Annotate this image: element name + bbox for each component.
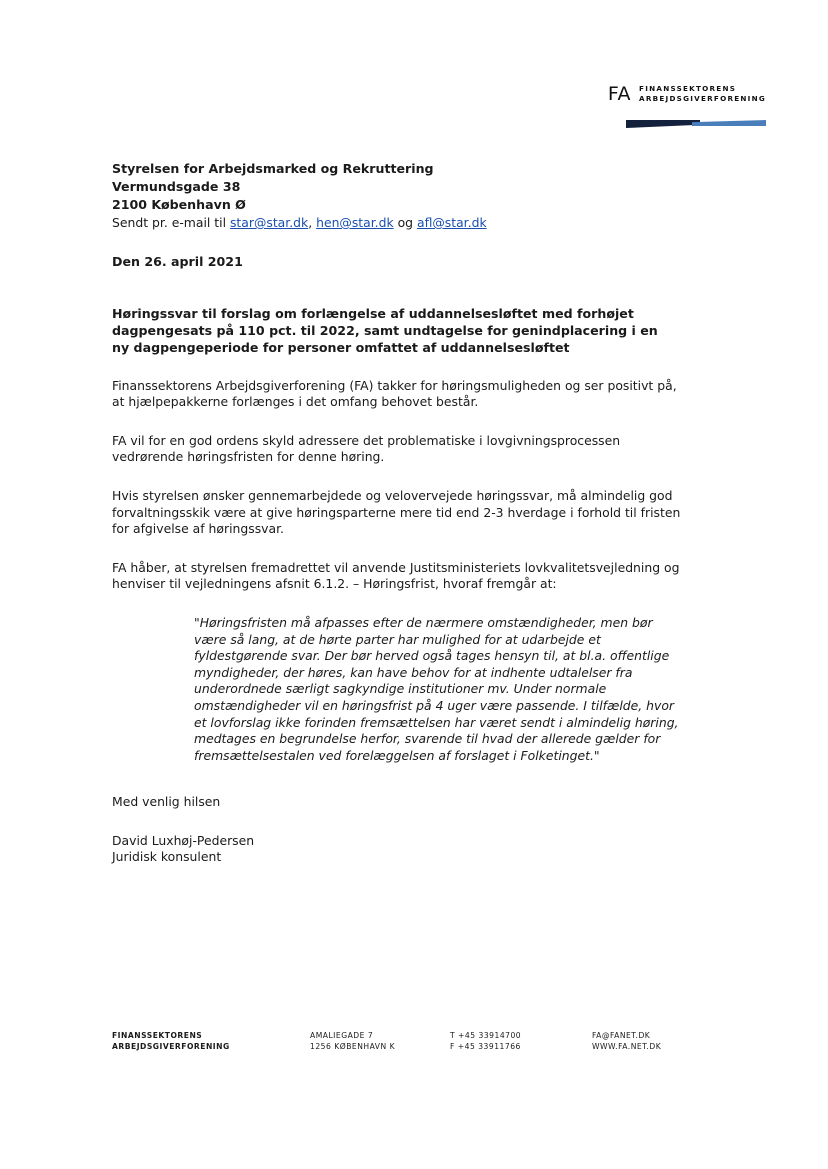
footer-phone: [450, 1030, 592, 1052]
paragraph-3: Hvis styrelsen ønsker gennemarbejdede og velovervejede høringssvar, må almindelig god forvaltningsskik være at give høringsparterne mere tid end 2-3 hverdage i forhold til fristen for afgivelse af høringssvar.: [112, 487, 681, 537]
sent-by-email-line: [112, 214, 688, 232]
company-logo: [566, 84, 766, 104]
logo-name-line1: FINANSSEKTORENS: [639, 84, 737, 93]
footer-org: [112, 1030, 310, 1052]
letter-body: [112, 160, 688, 866]
paragraph-1: Finanssektorens Arbejdsgiverforening (FA) takker for høringsmuligheden og ser positivt på, at hjælpepakkerne forlænges i det omfang behovet består.: [112, 377, 677, 410]
paragraph-4: FA håber, at styrelsen fremadrettet vil anvende Justitsministeriets lovkvalitetsvejledning og henviser til vejledningens afsnit 6.1.2. – Høringsfrist, hvoraf fremgår at:: [112, 559, 680, 592]
email-separator-2: og: [393, 215, 417, 230]
closing-salutation: Med venlig hilsen: [112, 794, 221, 810]
signature-block: [112, 833, 688, 866]
signature-name: David Luxhøj-Pedersen: [112, 832, 255, 848]
recipient-line-2: Vermundsgade 38: [112, 179, 241, 194]
email-link-hen[interactable]: hen@star.dk: [316, 215, 394, 230]
footer-address-line2: 1256 KØBENHAVN K: [310, 1042, 396, 1051]
footer-website: WWW.FA.NET.DK: [592, 1042, 662, 1051]
letter-subject: Høringssvar til forslag om forlængelse af uddannelsesløftet med forhøjet dagpengesats på 110 pct. til 2022, samt undtagelse for genindplacering i en ny dagpengeperiode for personer omfattet af uddannelsesløftet: [112, 305, 658, 355]
footer-org-line1: FINANSSEKTORENS: [112, 1031, 203, 1040]
signature-title: Juridisk konsulent: [112, 849, 222, 865]
footer-email: FA@FANET.DK: [592, 1031, 651, 1040]
paragraph-2: FA vil for en god ordens skyld adressere det problematiske i lovgivningsprocessen vedrørende høringsfristen for denne høring.: [112, 432, 621, 465]
footer-web: [592, 1030, 712, 1052]
email-link-afl[interactable]: afl@star.dk: [416, 215, 487, 230]
footer-org-line2: ARBEJDSGIVERFORENING: [112, 1042, 230, 1051]
sent-prefix-text: Sendt pr. e-mail til: [112, 215, 230, 230]
recipient-line-3: 2100 København Ø: [112, 197, 246, 212]
logo-bar-graphic: [626, 120, 766, 128]
footer-phone-line1: T +45 33914700: [450, 1031, 522, 1040]
letter-date: Den 26. april 2021: [112, 254, 243, 269]
footer-address-line1: AMALIEGADE 7: [310, 1031, 374, 1040]
footer-phone-line2: F +45 33911766: [450, 1042, 521, 1051]
logo-name-line2: ARBEJDSGIVERFORENING: [639, 94, 766, 103]
logo-mark-text: FA: [607, 83, 632, 105]
email-separator-1: ,: [308, 215, 317, 230]
recipient-line-1: Styrelsen for Arbejdsmarked og Rekruttering: [112, 161, 434, 176]
footer-address: [310, 1030, 450, 1052]
email-link-star[interactable]: star@star.dk: [229, 215, 309, 230]
page-footer: [112, 1030, 712, 1052]
block-quote: "Høringsfristen må afpasses efter de nærmere omstændigheder, men bør være så lang, at de hørte parter har mulighed for at udarbejde et fyldestgørende svar. Der bør herved også tages hensyn til, at bl.a. offentlige myndigheder, der høres, kan have behov for at indhente udtalelser fra underordnede særligt sagkyndige institutioner mv. Under normale omstændigheder vil en høringsfrist på 4 uger være passende. I tilfælde, hvor et lovforslag ikke forinden fremsættelsen har været sendt i almindelig høring, medtages en begrundelse herfor, svarende til hvad der allerede gælder for fremsættelsestalen ved forelæggelsen af forslaget i Folketinget.": [194, 614, 679, 763]
